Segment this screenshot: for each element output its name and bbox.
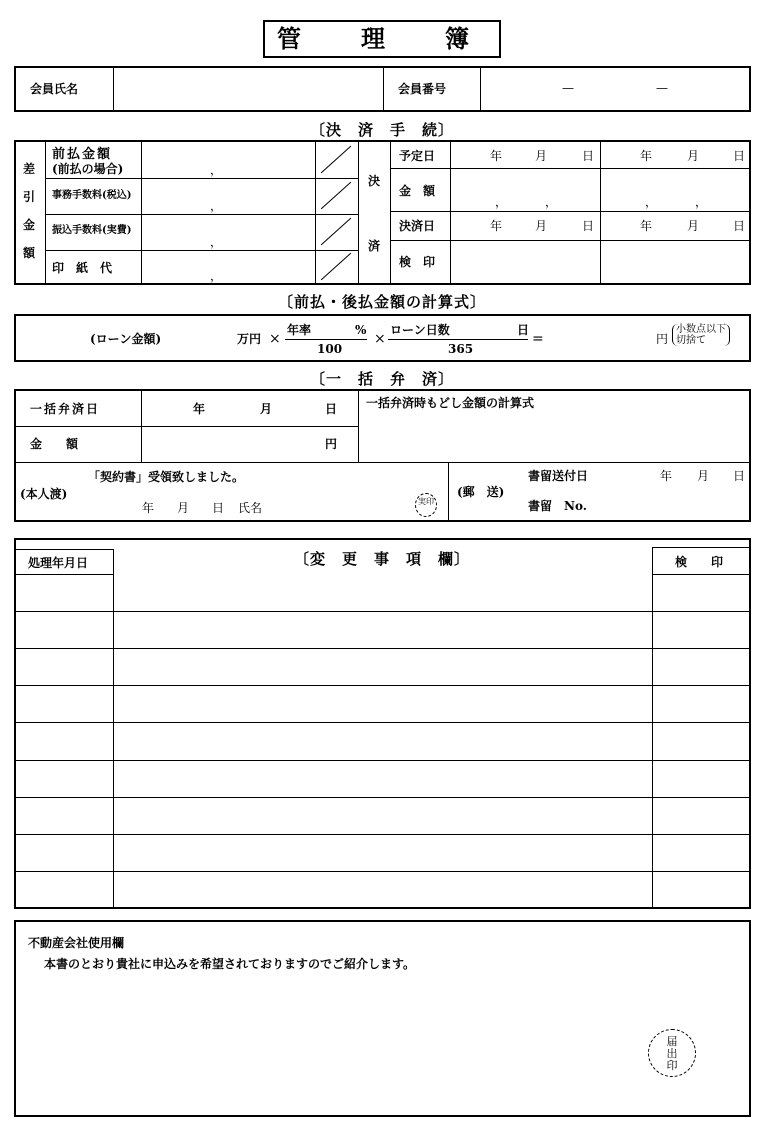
member-number-dash: — bbox=[656, 81, 668, 95]
year-label: 年 bbox=[640, 149, 653, 163]
lump-sum-heading: 〔一 括 弁 済〕 bbox=[309, 370, 455, 388]
transfer-fee-comma: ， bbox=[210, 235, 223, 249]
settlement-inspection-label: 検 印 bbox=[399, 255, 436, 269]
year-label: 年 bbox=[490, 219, 503, 233]
month-label: 月 bbox=[177, 501, 190, 515]
member-number-dash: — bbox=[562, 81, 574, 95]
fraction-bar bbox=[285, 339, 367, 340]
prepaid-amount-comma: ， bbox=[210, 163, 223, 177]
formula-heading: 〔前払・後払金額の計算式〕 bbox=[277, 293, 487, 311]
days-base-denominator: 365 bbox=[448, 342, 474, 356]
row-separator bbox=[15, 611, 750, 612]
row-separator bbox=[15, 760, 750, 761]
stamp-fee-label: 印 紙 代 bbox=[52, 261, 113, 275]
change-log-heading: 〔変 更 事 項 欄〕 bbox=[293, 550, 471, 568]
amount-comma: ， bbox=[695, 195, 708, 209]
settled-date-label: 決済日 bbox=[399, 219, 436, 233]
day-label: 日 bbox=[733, 149, 746, 163]
fraction-bar bbox=[388, 339, 528, 340]
lump-amount-label: 金 額 bbox=[30, 437, 79, 451]
page-title: 管 理 簿 bbox=[263, 20, 501, 58]
times-sign: × bbox=[269, 331, 281, 347]
prepaid-amount-label: 前払金額 bbox=[52, 147, 113, 162]
loan-amount-label: (ローン金額) bbox=[90, 332, 162, 346]
amount-comma: ， bbox=[545, 195, 558, 209]
loan-days-label: ローン日数 bbox=[390, 323, 450, 337]
row-separator bbox=[15, 834, 750, 835]
row-separator bbox=[15, 722, 750, 723]
change-log-row[interactable] bbox=[15, 611, 750, 648]
day-label: 日 bbox=[733, 219, 746, 233]
month-label: 月 bbox=[687, 219, 700, 233]
days-unit-label: 日 bbox=[517, 323, 530, 337]
realtor-section bbox=[14, 920, 751, 1117]
change-log-row[interactable] bbox=[15, 834, 750, 871]
day-label: 日 bbox=[212, 501, 225, 515]
change-log-row[interactable] bbox=[15, 722, 750, 759]
man-yen-label: 万円 bbox=[237, 332, 262, 346]
change-inspection-header: 検 印 bbox=[675, 555, 724, 569]
change-log-row[interactable] bbox=[15, 760, 750, 797]
lump-formula-label: 一括弁済時もどし金額の計算式 bbox=[366, 396, 535, 410]
year-label: 年 bbox=[660, 469, 673, 483]
amount-comma: ， bbox=[495, 195, 508, 209]
row-separator bbox=[15, 648, 750, 649]
row-separator bbox=[15, 685, 750, 686]
month-label: 月 bbox=[535, 149, 548, 163]
year-label: 年 bbox=[142, 501, 155, 515]
registered-seal-mark: 実印 bbox=[415, 493, 437, 517]
settlement-amount-label: 金 額 bbox=[399, 184, 436, 198]
percent-sign: % bbox=[355, 323, 367, 337]
contract-received-text: 「契約書」受領致しました。 bbox=[88, 470, 245, 484]
deduction-amount-label: 差 引 金 額 bbox=[22, 162, 35, 260]
rounding-note: 小数点以下 切捨て bbox=[672, 324, 730, 346]
prepaid-case-label: (前払の場合) bbox=[52, 162, 124, 176]
lump-date-label: 一括弁済日 bbox=[30, 402, 101, 416]
lump-yen-label: 円 bbox=[325, 437, 338, 451]
day-label: 日 bbox=[582, 149, 595, 163]
month-label: 月 bbox=[687, 149, 700, 163]
month-label: 月 bbox=[260, 402, 273, 416]
yen-label: 円 bbox=[656, 332, 669, 346]
annual-rate-label: 年率 bbox=[287, 323, 312, 337]
mail-delivery-label: (郵 送) bbox=[457, 485, 505, 499]
change-log-row[interactable] bbox=[15, 797, 750, 834]
registered-number-label: 書留 No. bbox=[528, 499, 587, 513]
admin-fee-label: 事務手数料(税込) bbox=[52, 190, 132, 201]
settlement-side-label: 決 済 bbox=[367, 174, 380, 253]
times-sign: × bbox=[374, 331, 386, 347]
year-label: 年 bbox=[490, 149, 503, 163]
scheduled-date-label: 予定日 bbox=[399, 149, 436, 163]
equals-sign: = bbox=[532, 331, 544, 347]
name-suffix-label: 氏名 bbox=[238, 501, 263, 515]
amount-comma: ， bbox=[645, 195, 658, 209]
registered-date-label: 書留送付日 bbox=[528, 469, 589, 483]
settlement-heading: 〔決 済 手 続〕 bbox=[309, 121, 455, 139]
member-number-label: 会員番号 bbox=[398, 82, 447, 96]
year-label: 年 bbox=[193, 402, 206, 416]
registered-seal-circle: 届 出 印 bbox=[648, 1029, 696, 1077]
personal-delivery-label: (本人渡) bbox=[20, 487, 68, 501]
day-label: 日 bbox=[733, 469, 746, 483]
change-log-row[interactable] bbox=[15, 685, 750, 722]
change-log-row[interactable] bbox=[15, 871, 750, 908]
stamp-fee-comma: ， bbox=[210, 269, 223, 283]
day-label: 日 bbox=[325, 402, 338, 416]
day-label: 日 bbox=[582, 219, 595, 233]
hundred-denominator: 100 bbox=[317, 342, 343, 356]
member-name-field[interactable] bbox=[120, 72, 375, 108]
change-log-row[interactable] bbox=[15, 574, 750, 611]
realtor-referral-text: 本書のとおり貴社に申込みを希望されておりますのでご紹介します。 bbox=[44, 957, 416, 971]
admin-fee-comma: ， bbox=[210, 199, 223, 213]
month-label: 月 bbox=[697, 469, 710, 483]
realtor-title: 不動産会社使用欄 bbox=[28, 936, 125, 950]
member-name-label: 会員氏名 bbox=[30, 82, 79, 96]
transfer-fee-label: 振込手数料(実費) bbox=[52, 225, 132, 236]
month-label: 月 bbox=[535, 219, 548, 233]
row-separator bbox=[15, 871, 750, 872]
row-separator bbox=[15, 797, 750, 798]
change-log-row[interactable] bbox=[15, 648, 750, 685]
processing-date-header: 処理年月日 bbox=[28, 556, 89, 570]
year-label: 年 bbox=[640, 219, 653, 233]
